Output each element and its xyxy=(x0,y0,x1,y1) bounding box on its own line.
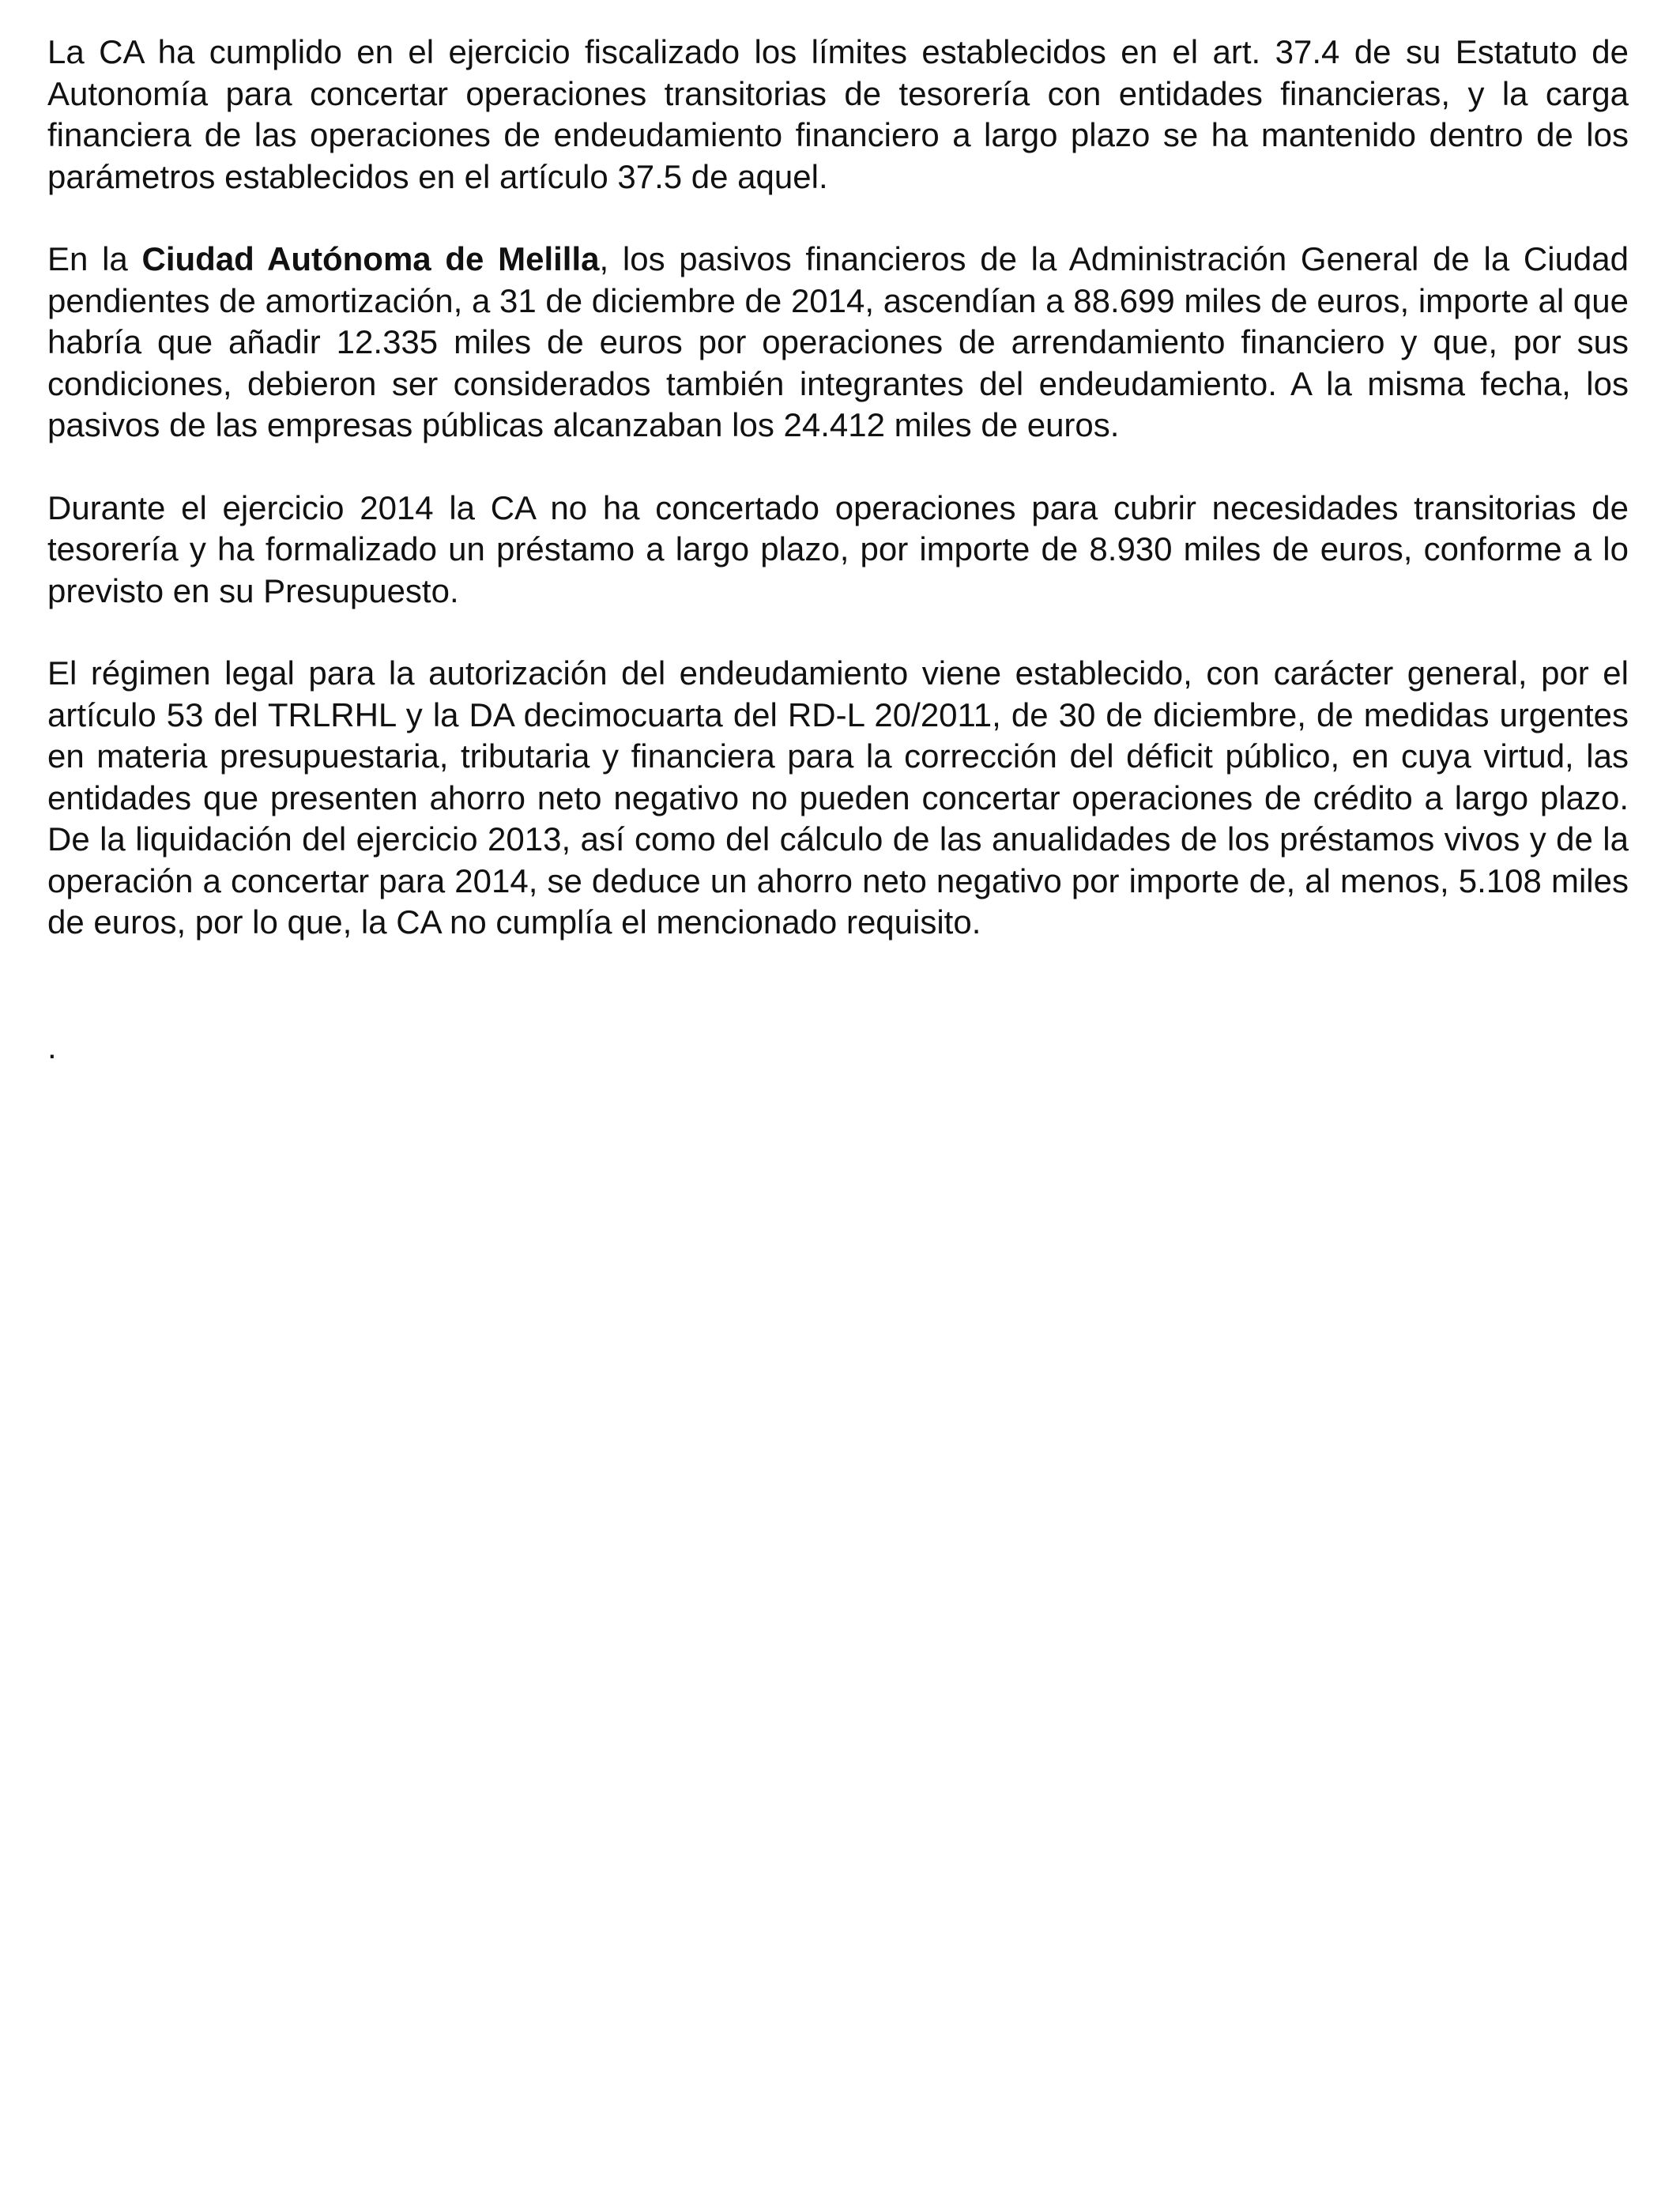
paragraph-melilla-intro: En la xyxy=(47,240,142,277)
paragraph-melilla-body: , los pasivos financieros de la Administración General de la Ciudad pendientes de amortización, a 31 de diciembre de 2014, ascendían a 88.699 miles de euros, importe al que habría que añadir 12.335 miles de euros por operaciones de arrendamiento financiero y que, por sus condiciones, debieron ser considerados también integrantes del endeudamiento. A la misma fecha, los pasivos de las empresas públicas alcanzaban los 24.412 miles de euros. xyxy=(47,240,1629,443)
trailing-dot: . xyxy=(47,1027,57,1065)
document-page xyxy=(47,32,1629,1068)
paragraph-melilla-liabilities xyxy=(47,239,1629,447)
paragraph-legal-regime: El régimen legal para la autorización del endeudamiento viene establecido, con carácter general, por el artículo 53 del TRLRHL y la DA decimocuarta del RD-L 20/2011, de 30 de diciembre, de medidas urgentes en materia presupuestaria, tributaria y financiera para la corrección del déficit público, en cuya virtud, las entidades que presenten ahorro neto negativo no pueden concertar operaciones de crédito a largo plazo. De la liquidación del ejercicio 2013, así como del cálculo de las anualidades de los préstamos vivos y de la operación a concertar para 2014, se deduce un ahorro neto negativo por importe de, al menos, 5.108 miles de euros, por lo que, la CA no cumplía el mencionado requisito. xyxy=(47,654,1629,941)
melilla-bold-name: Ciudad Autónoma de Melilla xyxy=(141,240,600,277)
paragraph-2014-operations: Durante el ejercicio 2014 la CA no ha concertado operaciones para cubrir necesidades transitorias de tesorería y ha formalizado un préstamo a largo plazo, por importe de 8.930 miles de euros, conforme a lo previsto en su Presupuesto. xyxy=(47,488,1629,609)
paragraph-ca-limits: La CA ha cumplido en el ejercicio fiscalizado los límites establecidos en el art. 37.4 de su Estatuto de Autonomía para concertar operaciones transitorias de tesorería con entidades financieras, y la carga financiera de las operaciones de endeudamiento financiero a largo plazo se ha mantenido dentro de los parámetros establecidos en el artículo 37.5 de aquel. xyxy=(47,33,1629,195)
